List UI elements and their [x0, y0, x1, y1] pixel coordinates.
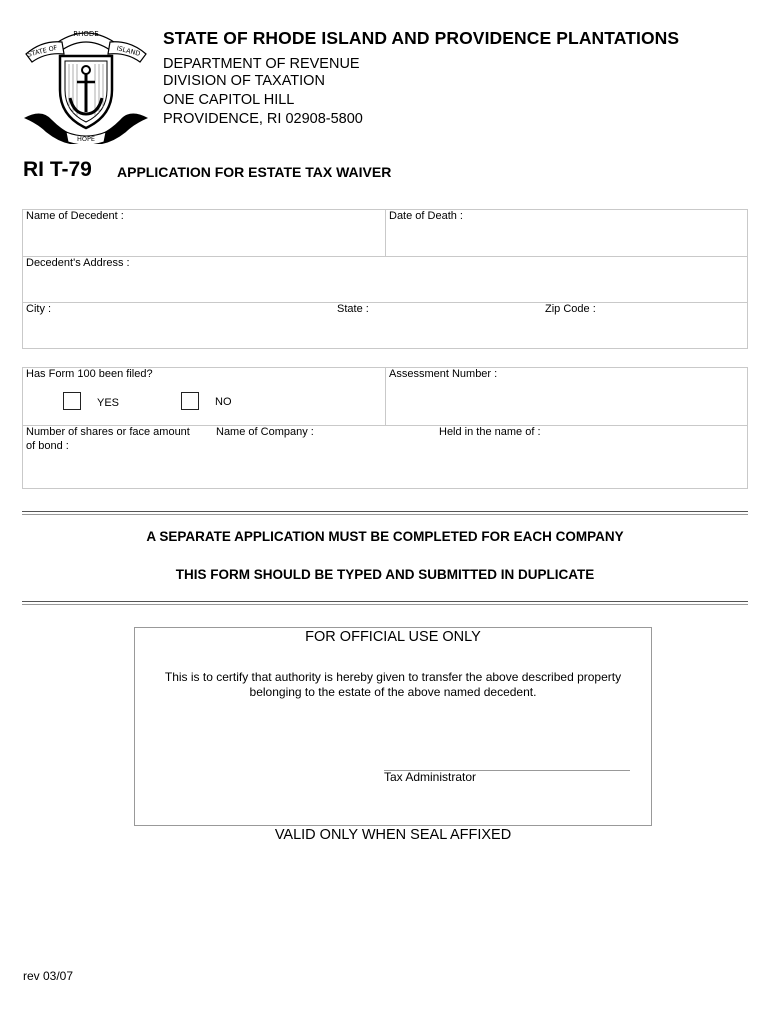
- state-seal: [22, 20, 150, 144]
- decedent-name-field[interactable]: [23, 224, 384, 255]
- form-title: APPLICATION FOR ESTATE TAX WAIVER: [117, 164, 392, 180]
- date-of-death-field[interactable]: [386, 224, 747, 255]
- tax-administrator-label: Tax Administrator: [384, 770, 477, 784]
- state-label: State :: [337, 303, 369, 315]
- assessment-number-label: Assessment Number :: [389, 368, 498, 380]
- divider-bottom: [22, 601, 748, 605]
- zip-code-field[interactable]: [543, 317, 747, 348]
- assessment-number-field[interactable]: [386, 382, 747, 424]
- shares-amount-label: Number of shares or face amount of bond :: [26, 426, 190, 452]
- agency-title: STATE OF RHODE ISLAND AND PROVIDENCE PLANTATIONS: [163, 28, 680, 48]
- valid-seal-notice: VALID ONLY WHEN SEAL AFFIXED: [274, 827, 512, 843]
- revision-date: rev 03/07: [23, 969, 74, 983]
- held-in-name-label: Held in the name of :: [439, 426, 541, 438]
- zip-code-label: Zip Code :: [545, 303, 596, 315]
- held-in-name-field[interactable]: [437, 440, 747, 488]
- address-line-1: ONE CAPITOL HILL: [163, 92, 295, 108]
- address-line-2: PROVIDENCE, RI 02908-5800: [163, 111, 363, 127]
- form100-yes-checkbox[interactable]: [63, 392, 81, 410]
- company-name-label: Name of Company :: [216, 426, 314, 438]
- shares-amount-field[interactable]: [23, 455, 208, 488]
- division-name: DIVISION OF TAXATION: [163, 73, 325, 89]
- form100-no-checkbox[interactable]: [181, 392, 199, 410]
- seal-motto: HOPE: [76, 135, 96, 143]
- decedent-address-field[interactable]: [23, 271, 747, 301]
- decedent-name-label: Name of Decedent :: [26, 210, 124, 222]
- seal-left-text: STATE OF: [26, 43, 59, 59]
- typed-duplicate-notice: THIS FORM SHOULD BE TYPED AND SUBMITTED IN DUPLICATE: [175, 567, 595, 582]
- yes-label: YES: [97, 397, 120, 409]
- certify-text-line-2: belonging to the estate of the above named decedent.: [249, 685, 537, 699]
- official-use-heading: FOR OFFICIAL USE ONLY: [305, 629, 481, 645]
- seal-top-text: RHODE: [73, 30, 99, 38]
- form-number: RI T-79: [23, 158, 92, 181]
- state-field[interactable]: [335, 317, 540, 348]
- form100-question-label: Has Form 100 been filed?: [26, 368, 153, 380]
- separate-application-notice: A SEPARATE APPLICATION MUST BE COMPLETED FOR EACH COMPANY: [146, 529, 624, 544]
- seal-right-text: ISLAND: [115, 44, 142, 58]
- no-label: NO: [215, 396, 232, 408]
- certify-text-line-1: This is to certify that authority is hereby given to transfer the above described property: [164, 670, 622, 684]
- city-label: City :: [26, 303, 52, 315]
- department-name: DEPARTMENT OF REVENUE: [163, 56, 360, 72]
- company-name-field[interactable]: [214, 440, 434, 488]
- divider-top: [22, 511, 748, 515]
- city-field[interactable]: [23, 317, 333, 348]
- decedent-address-label: Decedent's Address :: [26, 257, 130, 269]
- date-of-death-label: Date of Death :: [389, 210, 463, 222]
- official-use-box: [134, 627, 652, 826]
